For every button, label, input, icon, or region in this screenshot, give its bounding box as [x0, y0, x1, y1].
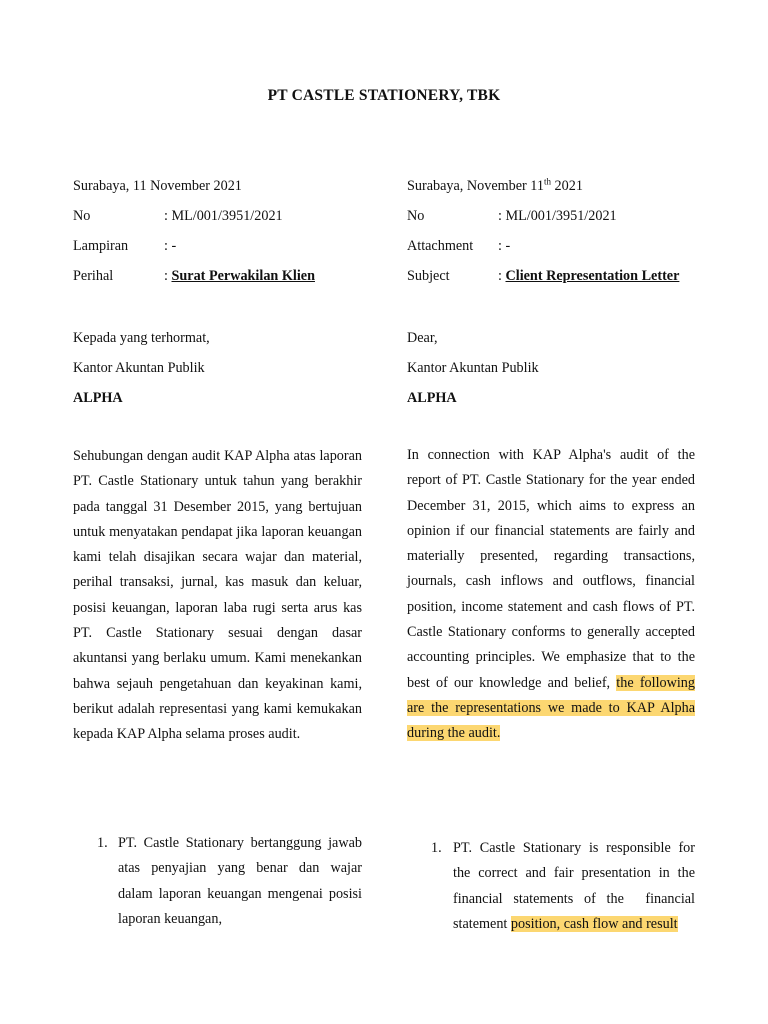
field-label: Attachment	[407, 238, 474, 254]
body-paragraph	[407, 443, 695, 747]
letter-date	[407, 176, 695, 206]
date-year: 2021	[551, 178, 583, 194]
english-letter-column	[407, 176, 699, 932]
list-item-text	[453, 836, 699, 937]
field-subject	[407, 266, 695, 296]
indonesian-letter-column	[73, 176, 362, 927]
body-text: In connection with KAP Alpha's audit of the report of PT. Castle Stationary for the year ended December 31, 2015, which aims to express an opinion if our financial statements are fairly and materially presented, regarding transactions, journals, cash inflows and outflows, financial position, income statement and cash flows of PT. Castle Stationary conforms to generally accepted accounting principles. We emphasize that to the best of our knowledge and belief,	[407, 447, 695, 691]
field-separator: :	[164, 268, 172, 284]
field-number	[73, 206, 362, 236]
highlighted-text: position, cash flow and result	[510, 915, 678, 932]
field-label: No	[73, 208, 91, 224]
field-separator: :	[498, 268, 506, 284]
date-superscript: th	[543, 176, 551, 187]
field-value: : ML/001/3951/2021	[164, 208, 283, 224]
list-item	[431, 836, 699, 937]
field-subject	[73, 266, 362, 296]
recipient-name: ALPHA	[407, 390, 457, 406]
body-paragraph: Sehubungan dengan audit KAP Alpha atas laporan PT. Castle Stationary untuk tahun yang berakhir pada tanggal 31 Desember 2015, yang bertujuan untuk menyatakan pendapat jika laporan keuangan kami telah disajikan secara wajar dan material, perihal transaksi, jurnal, kas masuk dan keluar, posisi keuangan, laporan laba rugi serta arus kas PT. Castle Stationary sesuai dengan dasar akuntansi yang berlaku umum. Kami menekankan bahwa sejauh pengetahuan dan keyakinan kami, berikut adalah representasi yang kami kemukakan kepada KAP Alpha selama proses audit.	[73, 448, 362, 743]
recipient: Kantor Akuntan Publik	[407, 360, 539, 376]
subject-value: Client Representation Letter	[505, 268, 680, 284]
list-number: 1.	[97, 835, 108, 851]
field-label: Subject	[407, 268, 450, 284]
highlighted-text: the following are the representations we made to KAP Alpha during the audit.	[407, 674, 695, 742]
field-attachment	[407, 236, 695, 266]
list-number: 1.	[431, 840, 442, 856]
recipient-name: ALPHA	[73, 390, 123, 406]
list-item	[97, 831, 362, 932]
field-number	[407, 206, 695, 236]
list-item-body: PT. Castle Stationary is responsible for the correct and fair presentation in the financial statements of the financial statement	[453, 840, 699, 932]
recipient: Kantor Akuntan Publik	[73, 360, 205, 376]
field-value: : -	[498, 238, 511, 254]
list-item-text: PT. Castle Stationary bertanggung jawab atas penyajian yang benar dan wajar dalam laporan keuangan mengenai posisi laporan keuangan,	[118, 835, 362, 927]
greeting: Kepada yang terhormat,	[73, 330, 210, 346]
field-attachment	[73, 236, 362, 266]
field-label: Perihal	[73, 268, 114, 284]
letter-date: Surabaya, 11 November 2021	[73, 178, 242, 194]
field-value: : ML/001/3951/2021	[498, 208, 617, 224]
subject-value: Surat Perwakilan Klien	[171, 268, 315, 284]
field-label: No	[407, 208, 425, 224]
date-text: Surabaya, November 11	[407, 178, 544, 194]
field-value: : -	[164, 238, 177, 254]
greeting: Dear,	[407, 330, 438, 346]
page-title: PT CASTLE STATIONERY, TBK	[267, 87, 501, 104]
field-label: Lampiran	[73, 238, 129, 254]
